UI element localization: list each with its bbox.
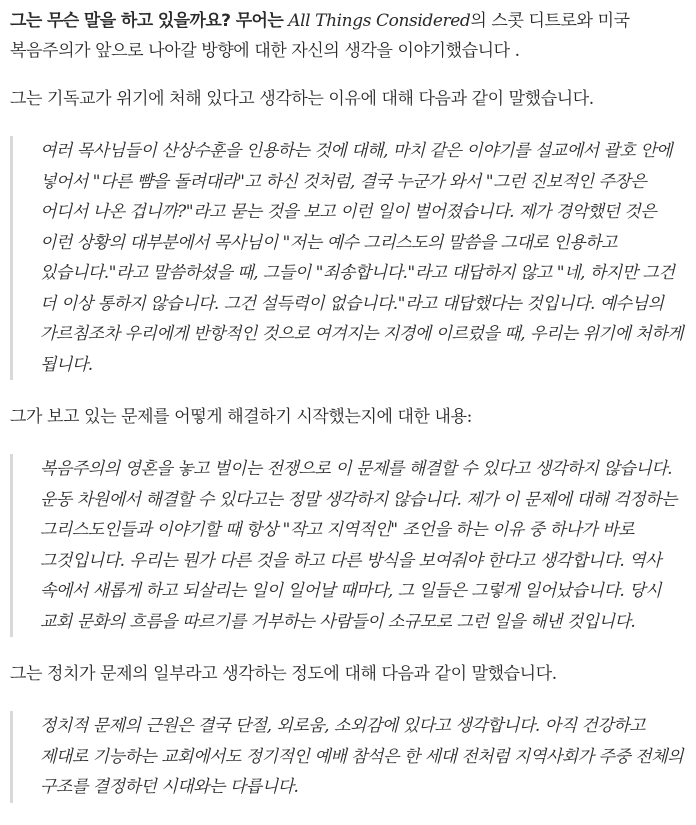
quote-politics: 정치적 문제의 근원은 결국 단절, 외로움, 소외감에 있다고 생각합니다. 아직 건강하고 제대로 기능하는 교회에서도 정기적인 예배 참석은 한 세대 전처럼 지역사회가 주중 전체의 구조를 결정하던 시대와는 다릅니다. — [10, 711, 692, 803]
intro-paragraph — [10, 6, 692, 66]
paragraph-solution: 그가 보고 있는 문제를 어떻게 해결하기 시작했는지에 대한 내용: — [10, 407, 472, 427]
show-title: All Things Considered — [288, 11, 471, 31]
article-body — [10, 6, 692, 825]
quote-solution: 복음주의의 영혼을 놓고 벌이는 전쟁으로 이 문제를 해결할 수 있다고 생각하지 않습니다. 운동 차원에서 해결할 수 있다고는 정말 생각하지 않습니다. 제가 이 문제에 대해 걱정하는 그리스도인들과 이야기할 때 항상 "작고 지역적인" 조언을 하는 이유 중 하나가 바로 그것입니다. 우리는 뭔가 다른 것을 하고 다른 방식을 보여줘야 한다고 생각합니다. 역사 속에서 새롭게 하고 되살리는 일이 일어날 때마다, 그 일들은 그렇게 일어났습니다. 당시 교회 문화의 흐름을 따르기를 거부하는 사람들이 소규모로 그런 일을 해낸 것입니다. — [10, 454, 692, 637]
intro-rest: 의 스콧 디트로와 미국 복음주의가 앞으로 나아갈 방향에 대한 자신의 생각을 이야기했습니다 . — [10, 11, 630, 61]
paragraph-politics: 그는 정치가 문제의 일부라고 생각하는 정도에 대해 다음과 같이 말했습니다. — [10, 664, 557, 684]
paragraph-crisis: 그는 기독교가 위기에 처해 있다고 생각하는 이유에 대해 다음과 같이 말했습니다. — [10, 89, 594, 109]
quote-crisis: 여러 목사님들이 산상수훈을 인용하는 것에 대해, 마치 같은 이야기를 설교에서 괄호 안에 넣어서 "다른 뺨을 돌려대라"고 하신 것처럼, 결국 누군가 와서 "그런 진보적인 주장은 어디서 나온 겁니까?"라고 묻는 것을 보고 이런 일이 벌어졌습니다. 제가 경악했던 것은 이런 상황의 대부분에서 목사님이 "저는 예수 그리스도의 말씀을 그대로 인용하고 있습니다."라고 말씀하셨을 때, 그들이 "죄송합니다."라고 대답하지 않고 "네, 하지만 그건 더 이상 통하지 않습니다. 그건 설득력이 없습니다."라고 대답했다는 것입니다. 예수님의 가르침조차 우리에게 반항적인 것으로 여겨지는 지경에 이르렀을 때, 우리는 위기에 처하게 됩니다. — [10, 136, 692, 380]
intro-lead-bold: 그는 무슨 말을 하고 있을까요? 무어는 — [10, 11, 284, 31]
